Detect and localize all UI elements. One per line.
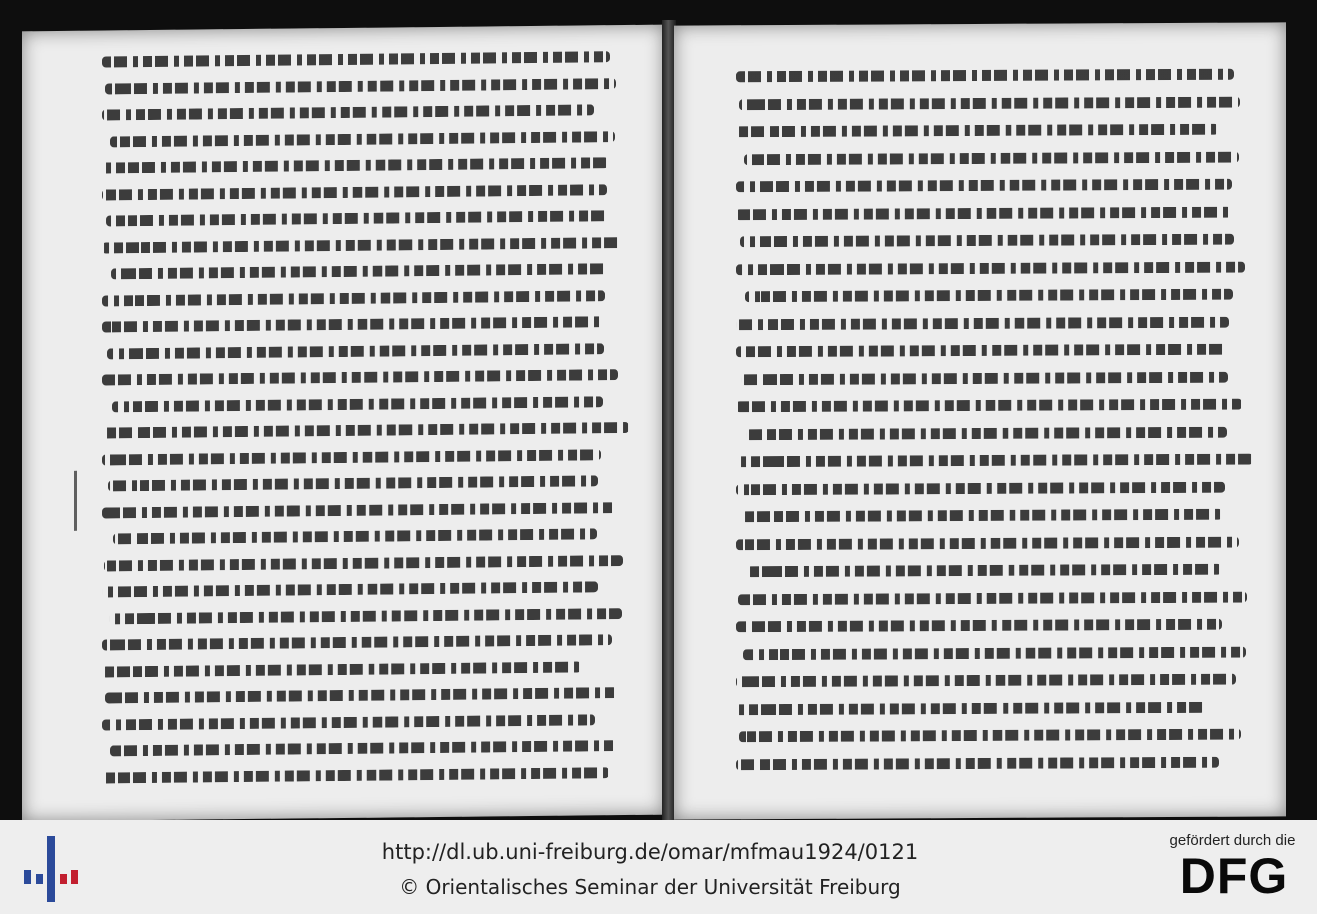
- manuscript-line: [105, 78, 616, 94]
- manuscript-line: [113, 528, 597, 544]
- manuscript-line: [102, 581, 598, 597]
- manuscript-line: [102, 767, 609, 783]
- manuscript-line: [102, 237, 621, 253]
- manuscript-line: [739, 96, 1240, 110]
- document-url-link[interactable]: http://dl.ub.uni-freiburg.de/omar/mfmau1924/0121: [381, 840, 919, 864]
- handwritten-text-right: [674, 22, 1286, 819]
- manuscript-line: [102, 502, 615, 518]
- manuscript-line: [102, 449, 601, 465]
- manuscript-line: [102, 634, 612, 650]
- manuscript-line: [744, 151, 1239, 165]
- manuscript-line: [736, 344, 1228, 358]
- manuscript-line: [106, 210, 610, 226]
- manuscript-line: [102, 184, 607, 200]
- manuscript-line: [736, 756, 1219, 770]
- manuscript-line: [739, 729, 1241, 743]
- manuscript-line: [736, 206, 1231, 220]
- manuscript-line: [104, 555, 623, 571]
- manuscript-line: [102, 369, 618, 385]
- manuscript-line: [736, 179, 1232, 193]
- manuscript-line: [742, 509, 1222, 523]
- manuscript-line: [109, 608, 622, 624]
- manuscript-line: [736, 124, 1218, 138]
- manuscript-line: [736, 316, 1229, 330]
- manuscript-line: [111, 263, 609, 279]
- manuscript-line: [112, 396, 603, 412]
- manuscript-line: [103, 422, 629, 439]
- manuscript-line: [105, 687, 617, 703]
- manuscript-line: [736, 481, 1225, 495]
- manuscript-line: [736, 701, 1205, 714]
- manuscript-line: [741, 371, 1228, 385]
- manuscript-line: [736, 69, 1234, 83]
- manuscript-line: [102, 661, 581, 677]
- manuscript-line: [740, 234, 1234, 248]
- manuscript-line: [102, 157, 608, 173]
- manuscript-line: [102, 104, 594, 120]
- manuscript-line: [736, 619, 1222, 633]
- dfg-logo: DFG: [1179, 848, 1289, 904]
- manuscript-page-right: [674, 22, 1286, 819]
- university-library-logo: [18, 836, 82, 902]
- manuscript-line: [745, 289, 1233, 303]
- manuscript-page-left: [22, 25, 664, 820]
- margin-mark: [74, 470, 111, 530]
- manuscript-line: [736, 399, 1242, 413]
- manuscript-line: [738, 591, 1247, 605]
- manuscript-line: [743, 646, 1246, 660]
- manuscript-line: [102, 290, 605, 306]
- manuscript-line: [108, 475, 598, 491]
- manuscript-line: [110, 740, 616, 756]
- handwritten-text-left: [22, 25, 664, 820]
- manuscript-line: [746, 426, 1227, 440]
- manuscript-line: [736, 674, 1236, 688]
- manuscript-line: [102, 51, 610, 67]
- copyright-notice: © Orientalisches Seminar der Universität Freiburg: [399, 875, 901, 899]
- manuscript-line: [102, 714, 595, 730]
- manuscript-line: [102, 316, 604, 332]
- manuscript-line: [110, 131, 615, 147]
- viewer-footer: [0, 820, 1317, 914]
- manuscript-line: [107, 343, 604, 359]
- manuscript-line: [747, 564, 1221, 577]
- sponsor-caption: gefördert durch die: [1169, 832, 1296, 849]
- manuscript-line: [736, 536, 1239, 550]
- manuscript-line: [736, 261, 1245, 275]
- manuscript-line: [737, 454, 1253, 468]
